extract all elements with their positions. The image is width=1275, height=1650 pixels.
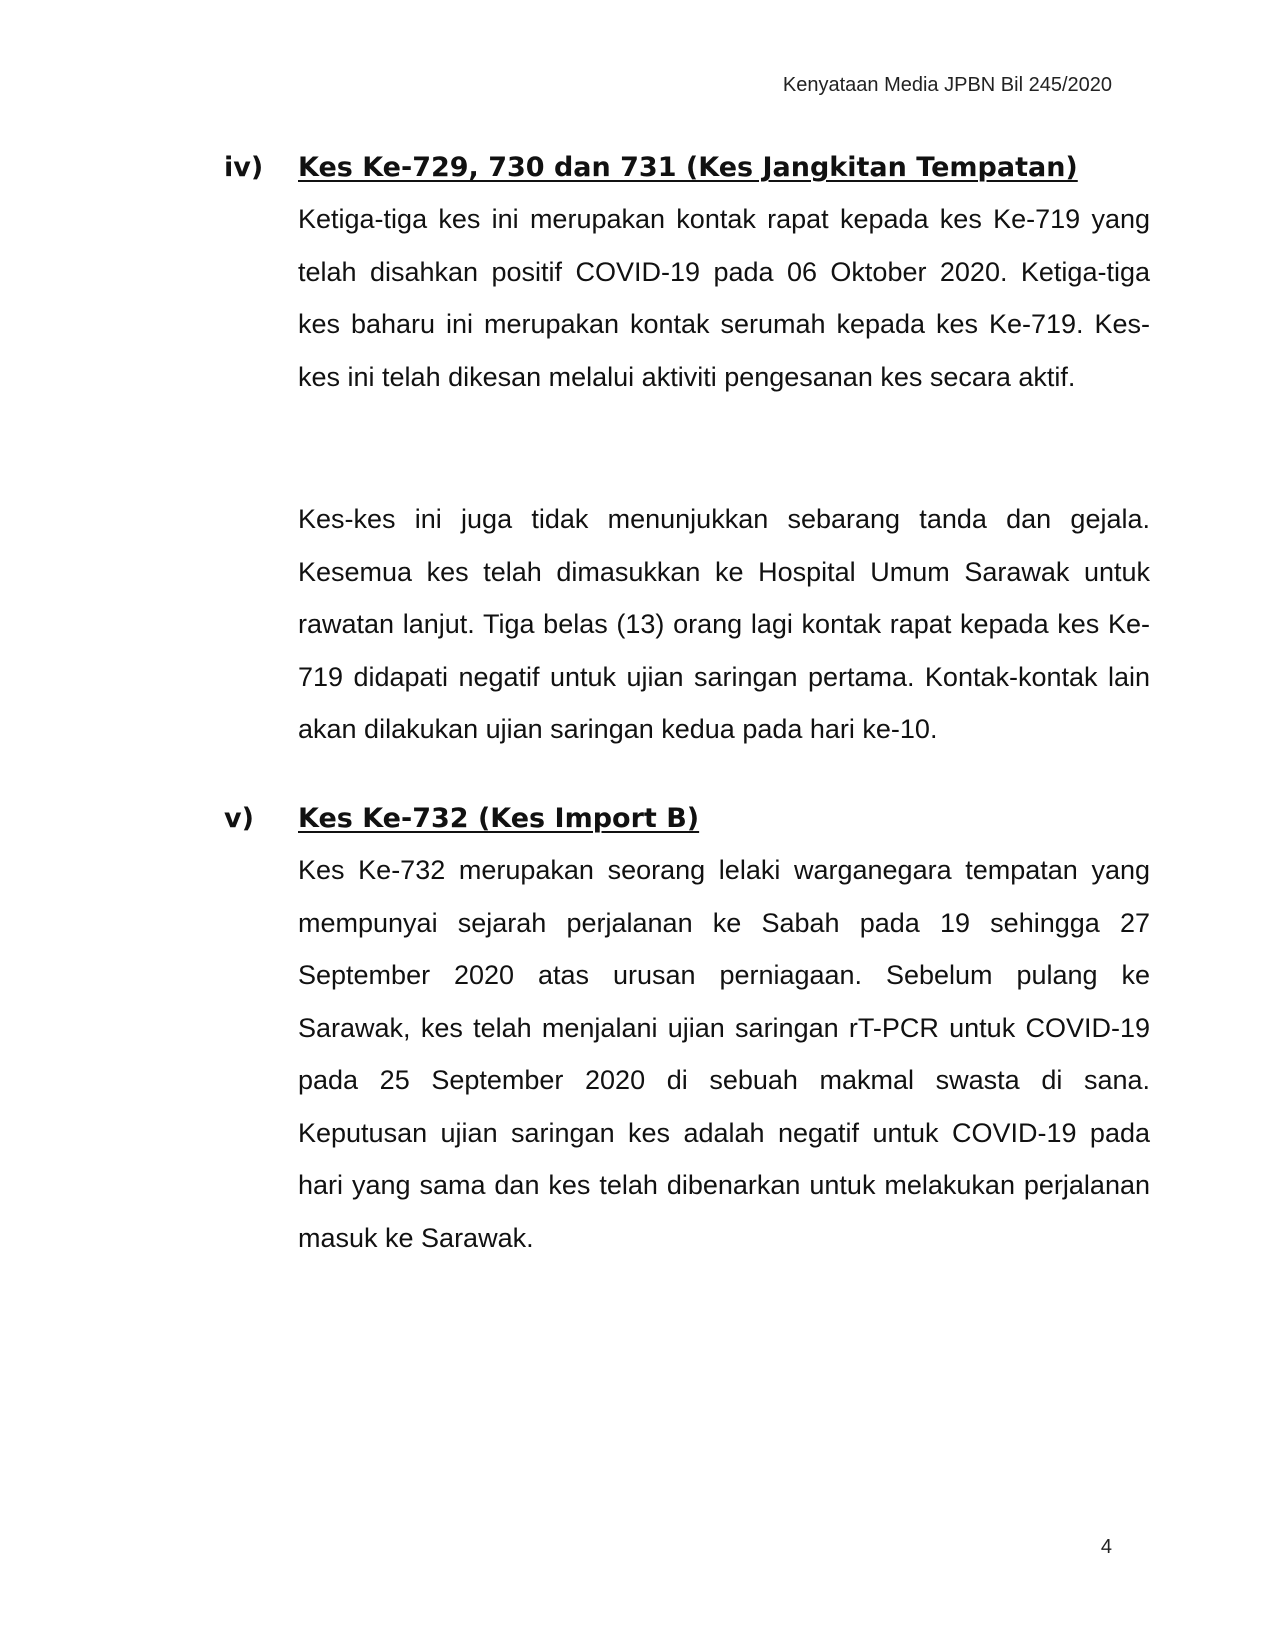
page-header: Kenyataan Media JPBN Bil 245/2020 [782, 74, 1112, 96]
paragraph: Ketiga-tiga kes ini merupakan kontak rapat kepada kes Ke-719 yang telah disahkan positif COVID-19 pada 06 Oktober 2020. Ketiga-tiga kes baharu ini merupakan kontak serumah kepada kes Ke-719. Kes-kes ini telah dikesan melalui aktiviti pengesanan kes secara aktif. [298, 204, 1150, 392]
paragraph: Kes Ke-732 merupakan seorang lelaki warganegara tempatan yang mempunyai sejarah perjalanan ke Sabah pada 19 sehingga 27 September 2020 atas urusan perniagaan. Sebelum pulang ke Sarawak, kes telah menjalani ujian saringan rT-PCR untuk COVID-19 pada 25 September 2020 di sebuah makmal swasta di sana. Keputusan ujian saringan kes adalah negatif untuk COVID-19 pada hari yang sama dan kes telah dibenarkan untuk melakukan perjalanan masuk ke Sarawak. [298, 855, 1150, 1253]
section-marker: iv) [224, 152, 264, 183]
page-number: 4 [1100, 1536, 1112, 1558]
paragraph: Kes-kes ini juga tidak menunjukkan sebarang tanda dan gejala. Kesemua kes telah dimasukkan ke Hospital Umum Sarawak untuk rawatan lanjut. Tiga belas (13) orang lagi kontak rapat kepada kes Ke-719 didapati negatif untuk ujian saringan pertama. Kontak-kontak lain akan dilakukan ujian saringan kedua pada hari ke-10. [298, 504, 1150, 744]
section-title: Kes Ke-729, 730 dan 731 (Kes Jangkitan Tempatan) [298, 152, 1078, 183]
section-title: Kes Ke-732 (Kes Import B) [298, 803, 700, 834]
section-marker: v) [224, 803, 254, 834]
